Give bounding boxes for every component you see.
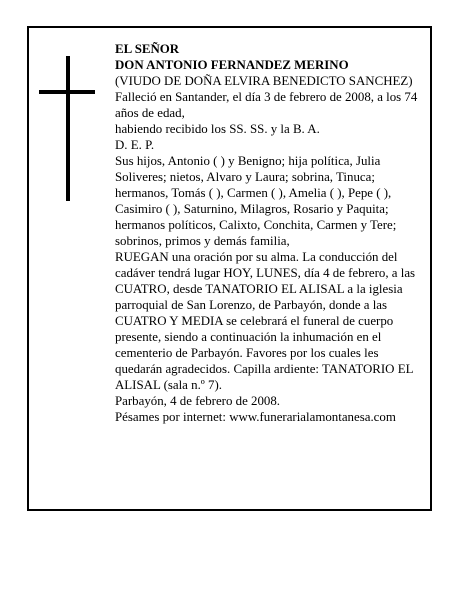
deceased-name: DON ANTONIO FERNANDEZ MERINO xyxy=(115,58,349,72)
heading-title: EL SEÑOR xyxy=(115,42,180,56)
obituary-text xyxy=(115,41,426,425)
latin-cross-icon xyxy=(39,56,95,201)
rip-line: D. E. P. xyxy=(115,138,155,152)
sacraments-line: habiendo recibido los SS. SS. y la B. A. xyxy=(115,122,320,136)
family-paragraph: Sus hijos, Antonio ( ) y Benigno; hija política, Julia Soliveres; nietos, Alvaro y Laura; sobrina, Tinuca; hermanos, Tomás ( ), Carmen ( ), Amelia ( ), Pepe ( ), Casimiro ( ), Saturnino, Milagros, Rosario y Paquita; hermanos políticos, Calixto, Conchita, Carmen y Tere; sobrinos, primos y demás familia, xyxy=(115,154,397,248)
widower-line: (VIUDO DE DOÑA ELVIRA BENEDICTO SANCHEZ) xyxy=(115,74,413,88)
obituary-notice-frame xyxy=(27,26,432,511)
request-paragraph: RUEGAN una oración por su alma. La conducción del cadáver tendrá lugar HOY, LUNES, día 4 de febrero, a las CUATRO, desde TANATORIO EL ALISAL a la iglesia parroquial de San Lorenzo, de Parbayón, donde a las CUATRO Y MEDIA se celebrará el funeral de cuerpo presente, siendo a continuación la inhumación en el cementerio de Parbayón. Favores por los cuales les quedarán agradecidos. Capilla ardiente: TANATORIO EL ALISAL (sala n.º 7). xyxy=(115,250,416,392)
place-date-line: Parbayón, 4 de febrero de 2008. xyxy=(115,394,281,408)
cross-horizontal-bar xyxy=(39,90,95,94)
condolences-line: Pésames por internet: www.funerarialamontanesa.com xyxy=(115,410,396,424)
cross-vertical-bar xyxy=(66,56,70,201)
death-line: Falleció en Santander, el día 3 de febrero de 2008, a los 74 años de edad, xyxy=(115,90,418,120)
